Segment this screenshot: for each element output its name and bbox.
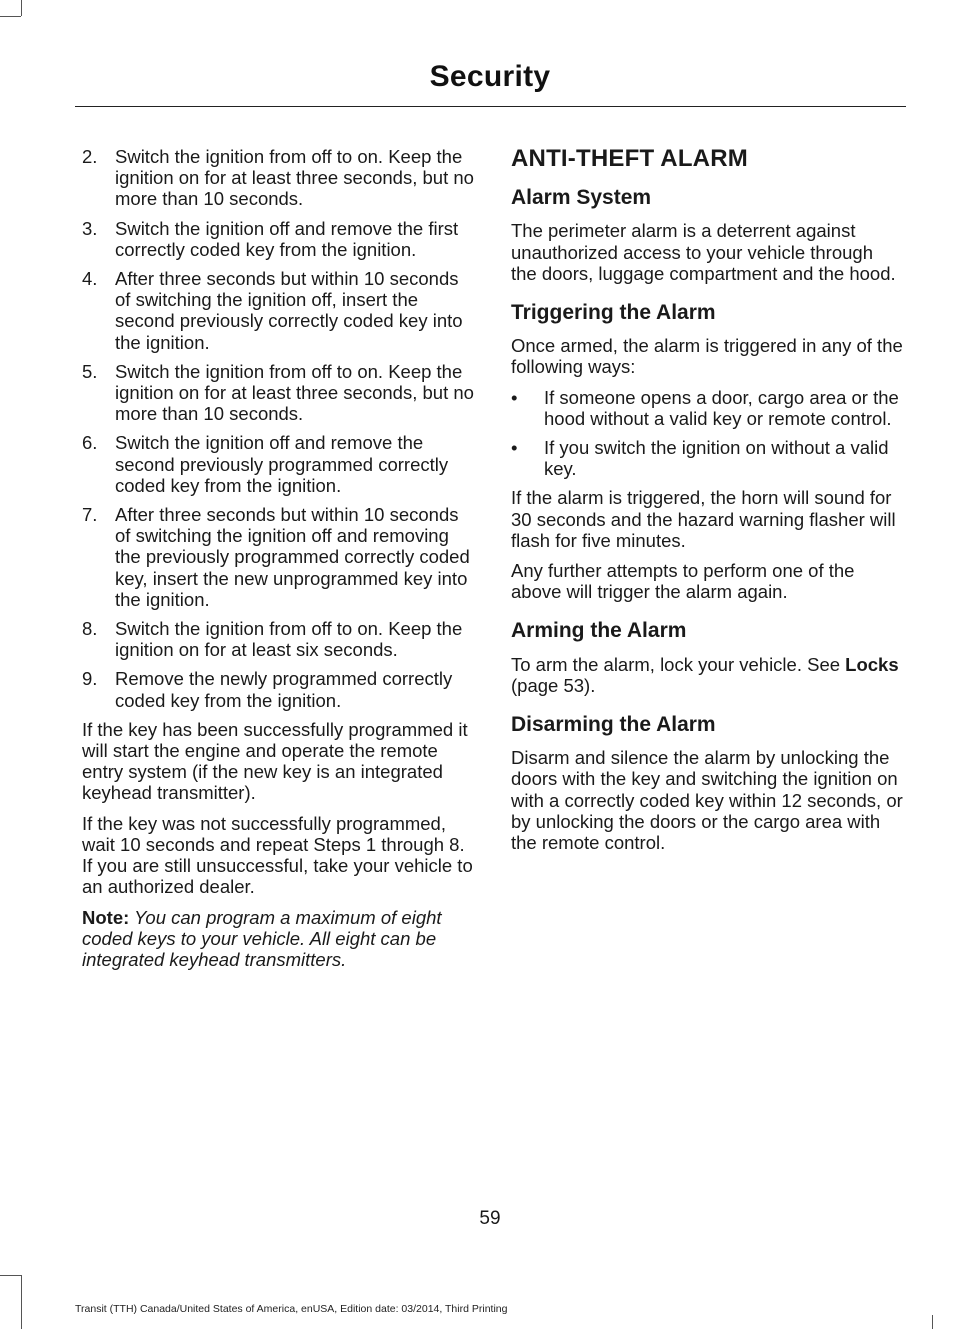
page-number: 59 xyxy=(479,1208,501,1229)
step-number: 6. xyxy=(82,432,98,454)
subsection-heading: Disarming the Alarm xyxy=(511,713,716,737)
crop-mark xyxy=(0,16,21,17)
step-text: Switch the ignition from off to on. Keep the ignition on for at least six seconds. xyxy=(115,618,463,661)
page-reference: (page 53). xyxy=(511,674,596,696)
step-number: 3. xyxy=(82,217,98,239)
step-text: Switch the ignition from off to on. Keep the ignition on for at least three seconds, but no more than 10 seconds. xyxy=(115,360,474,425)
list-item xyxy=(511,437,903,479)
subsection-heading: Alarm System xyxy=(511,186,652,210)
step-number: 5. xyxy=(82,360,98,382)
list-item xyxy=(82,268,474,353)
step-number: 9. xyxy=(82,668,98,690)
paragraph: Any further attempts to perform one of the above will trigger the alarm again. xyxy=(511,560,855,603)
title-divider xyxy=(75,106,906,107)
paragraph: Once armed, the alarm is triggered in any of the following ways: xyxy=(511,335,903,378)
list-item xyxy=(82,218,474,260)
subsection-heading: Arming the Alarm xyxy=(511,619,687,643)
paragraph-success: If the key has been successfully programmed it will start the engine and operate the remote entry system (if the new key is an integrated keyhead transmitter). xyxy=(82,718,468,804)
left-column xyxy=(82,146,474,979)
step-text: After three seconds but within 10 seconds of switching the ignition off and removing the previously programmed correctly coded key, insert the new unprogrammed key into the ignition. xyxy=(115,504,470,610)
step-text: Switch the ignition off and remove the first correctly coded key from the ignition. xyxy=(115,217,459,260)
step-text: Switch the ignition from off to on. Keep the ignition on for at least three seconds, but no more than 10 seconds. xyxy=(115,146,474,210)
note-text: You can program a maximum of eight coded keys to your vehicle. All eight can be integrated keyhead transmitters. xyxy=(82,906,442,970)
paragraph: The perimeter alarm is a deterrent against unauthorized access to your vehicle through the doors, luggage compartment and the hood. xyxy=(511,220,896,284)
subsection-heading: Triggering the Alarm xyxy=(511,301,716,325)
bullet-icon: • xyxy=(511,386,518,408)
paragraph: Disarm and silence the alarm by unlocking the doors with the key and switching the ignition on with a correctly coded key within 12 seconds, or by unlocking the doors or the cargo area with the remote control. xyxy=(511,747,903,854)
paragraph xyxy=(511,654,903,696)
list-item xyxy=(82,432,474,496)
bullet-text: If you switch the ignition on without a valid key. xyxy=(544,437,889,480)
step-text: Remove the newly programmed correctly coded key from the ignition. xyxy=(115,668,453,711)
step-number: 7. xyxy=(82,504,98,526)
crop-mark xyxy=(0,1275,21,1276)
paragraph-failure: If the key was not successfully programmed, wait 10 seconds and repeat Steps 1 through 8. If you are still unsuccessful, take your vehicle to an authorized dealer. xyxy=(82,812,473,898)
step-number: 2. xyxy=(82,146,98,167)
footer-text: Transit (TTH) Canada/United States of America, enUSA, Edition date: 03/2014, Third Printing xyxy=(75,1303,508,1315)
note-label: Note: xyxy=(82,906,130,928)
list-item xyxy=(511,387,903,429)
right-column xyxy=(511,146,903,862)
page-title: Security xyxy=(429,60,551,93)
paragraph: If the alarm is triggered, the horn will sound for 30 seconds and the hazard warning flasher will flash for five minutes. xyxy=(511,487,896,551)
step-number: 8. xyxy=(82,618,98,640)
bullet-icon: • xyxy=(511,437,518,459)
list-item xyxy=(82,361,474,425)
section-heading: ANTI-THEFT ALARM xyxy=(511,145,748,172)
list-item xyxy=(82,146,474,210)
list-item xyxy=(82,618,474,660)
step-text: Switch the ignition off and remove the second previously programmed correctly coded key from the ignition. xyxy=(115,432,449,496)
note xyxy=(82,907,474,971)
list-item xyxy=(82,504,474,610)
list-item xyxy=(82,668,474,710)
crop-mark xyxy=(21,1275,22,1329)
step-number: 4. xyxy=(82,268,98,290)
step-text: After three seconds but within 10 seconds of switching the ignition off, insert the second previously correctly coded key into the ignition. xyxy=(115,268,463,353)
arming-text: To arm the alarm, lock your vehicle. See xyxy=(511,653,846,675)
crop-mark xyxy=(932,1315,933,1329)
locks-link[interactable]: Locks xyxy=(845,653,899,675)
crop-mark xyxy=(21,0,22,16)
bullet-text: If someone opens a door, cargo area or the hood without a valid key or remote control. xyxy=(544,386,899,429)
